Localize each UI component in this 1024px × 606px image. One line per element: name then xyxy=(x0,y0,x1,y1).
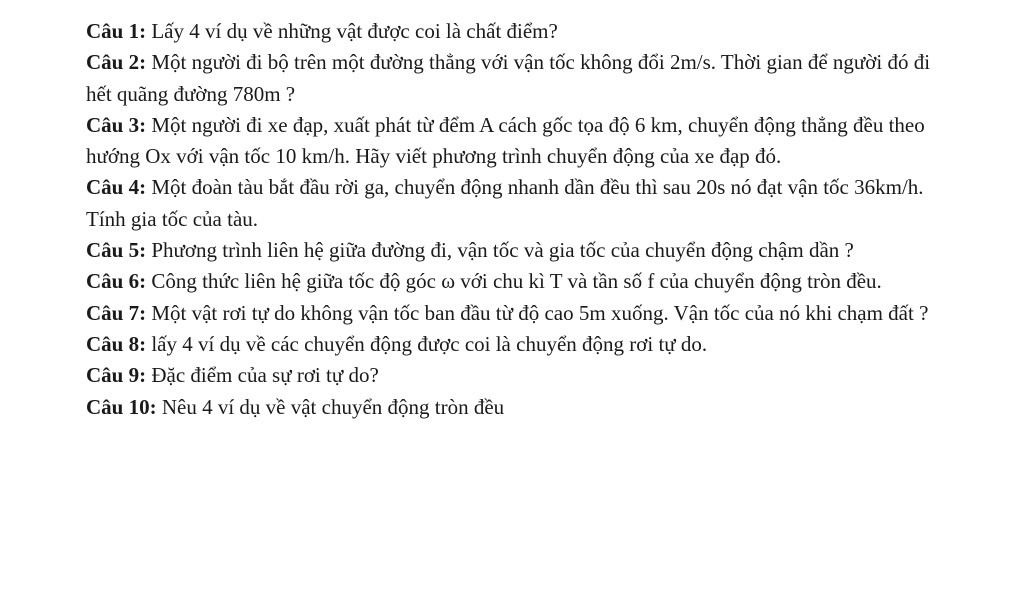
question-10 xyxy=(86,392,946,423)
question-text: Lấy 4 ví dụ về những vật được coi là chất điểm? xyxy=(151,19,558,43)
question-text: Một đoàn tàu bắt đầu rời ga, chuyển động nhanh dần đều thì sau 20s nó đạt vận tốc 36km/h. Tính gia tốc của tàu. xyxy=(86,175,924,231)
question-text: lấy 4 ví dụ về các chuyển động được coi là chuyển động rơi tự do. xyxy=(151,331,708,356)
question-2 xyxy=(86,47,946,110)
question-text: Đặc điểm của sự rơi tự do? xyxy=(151,363,379,388)
question-text: Phương trình liên hệ giữa đường đi, vận tốc và gia tốc của chuyển động chậm dần ? xyxy=(151,238,854,263)
question-label: Câu 1: xyxy=(86,19,147,43)
question-label: Câu 10: xyxy=(86,394,157,419)
question-label: Câu 8: xyxy=(86,331,147,356)
question-list xyxy=(86,16,946,423)
question-label: Câu 9: xyxy=(86,363,147,388)
question-5 xyxy=(86,235,946,266)
question-text: Một người đi xe đạp, xuất phát từ đểm A cách gốc tọa độ 6 km, chuyển động thẳng đều theo hướng Ox với vận tốc 10 km/h. Hãy viết phương trình chuyển động của xe đạp đó. xyxy=(86,112,925,169)
question-text: Nêu 4 ví dụ về vật chuyển động tròn đều xyxy=(161,394,505,419)
question-label: Câu 2: xyxy=(86,50,147,75)
question-1 xyxy=(86,16,946,47)
question-7 xyxy=(86,298,946,329)
question-text: Một người đi bộ trên một đường thẳng với vận tốc không đổi 2m/s. Thời gian để người đó đi hết quãng đường 780m ? xyxy=(86,50,931,106)
question-8 xyxy=(86,329,946,360)
question-6 xyxy=(86,266,946,297)
question-3 xyxy=(86,110,946,173)
question-label: Câu 4: xyxy=(86,175,147,200)
question-text: Một vật rơi tự do không vận tốc ban đầu từ độ cao 5m xuống. Vận tốc của nó khi chạm đất ? xyxy=(151,300,929,325)
question-4 xyxy=(86,172,946,235)
question-9 xyxy=(86,360,946,391)
question-label: Câu 3: xyxy=(86,112,147,137)
question-label: Câu 6: xyxy=(86,269,147,294)
question-label: Câu 7: xyxy=(86,300,147,325)
question-label: Câu 5: xyxy=(86,238,147,263)
question-text: Công thức liên hệ giữa tốc độ góc ω với chu kì T và tần số f của chuyển động tròn đều. xyxy=(151,269,882,294)
